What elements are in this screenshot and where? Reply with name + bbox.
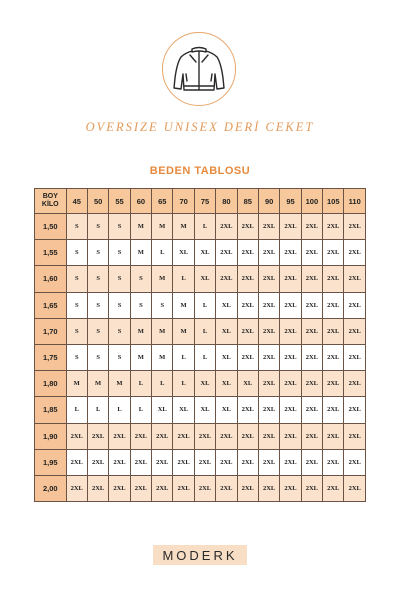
size-cell: 2XL [344, 397, 366, 423]
height-header: 2,00 [35, 475, 67, 501]
size-cell: S [130, 266, 151, 292]
size-cell: 2XL [344, 318, 366, 344]
size-cell: S [109, 344, 130, 370]
height-header: 1,75 [35, 344, 67, 370]
size-cell: M [66, 371, 87, 397]
weight-header: 100 [301, 189, 322, 214]
size-cell: 2XL [258, 240, 279, 266]
size-cell: 2XL [216, 475, 237, 501]
size-cell: 2XL [344, 344, 366, 370]
size-cell: 2XL [258, 292, 279, 318]
size-cell: 2XL [344, 266, 366, 292]
size-cell: 2XL [323, 266, 344, 292]
height-header: 1,90 [35, 423, 67, 449]
corner-header [35, 189, 67, 214]
size-cell: M [173, 318, 194, 344]
size-cell: 2XL [258, 371, 279, 397]
size-cell: XL [237, 371, 258, 397]
size-cell: XL [216, 344, 237, 370]
size-cell: S [87, 240, 108, 266]
table-row [35, 423, 366, 449]
size-cell: 2XL [323, 423, 344, 449]
size-cell: 2XL [258, 475, 279, 501]
size-cell: 2XL [280, 344, 301, 370]
size-cell: L [173, 344, 194, 370]
size-cell: 2XL [237, 475, 258, 501]
size-cell: 2XL [280, 266, 301, 292]
logo-circle [162, 32, 236, 106]
size-cell: 2XL [280, 240, 301, 266]
size-cell: 2XL [280, 475, 301, 501]
size-table-title: BEDEN TABLOSU [149, 165, 251, 177]
height-header: 1,55 [35, 240, 67, 266]
size-cell: 2XL [323, 449, 344, 475]
size-cell: M [152, 214, 173, 240]
height-header: 1,95 [35, 449, 67, 475]
size-cell: 2XL [216, 449, 237, 475]
size-cell: 2XL [323, 475, 344, 501]
size-cell: 2XL [87, 423, 108, 449]
size-cell: 2XL [323, 344, 344, 370]
size-cell: M [152, 318, 173, 344]
size-cell: 2XL [237, 397, 258, 423]
size-cell: 2XL [152, 449, 173, 475]
size-cell: S [87, 344, 108, 370]
size-cell: M [130, 344, 151, 370]
size-cell: 2XL [323, 397, 344, 423]
size-cell: L [109, 397, 130, 423]
size-cell: L [152, 240, 173, 266]
height-header: 1,65 [35, 292, 67, 318]
size-cell: 2XL [87, 475, 108, 501]
size-cell: 2XL [301, 423, 322, 449]
jacket-icon [170, 44, 228, 94]
size-cell: 2XL [237, 423, 258, 449]
height-header: 1,80 [35, 371, 67, 397]
size-cell: S [66, 214, 87, 240]
weight-header: 65 [152, 189, 173, 214]
size-cell: 2XL [323, 371, 344, 397]
size-cell: S [152, 292, 173, 318]
table-row [35, 344, 366, 370]
size-cell: XL [216, 292, 237, 318]
size-cell: 2XL [130, 475, 151, 501]
size-cell: 2XL [237, 344, 258, 370]
size-cell: 2XL [280, 449, 301, 475]
size-cell: S [66, 292, 87, 318]
size-cell: 2XL [258, 449, 279, 475]
weight-header: 105 [323, 189, 344, 214]
table-row [35, 475, 366, 501]
size-cell: M [173, 214, 194, 240]
weight-header: 50 [87, 189, 108, 214]
size-cell: S [87, 214, 108, 240]
weight-header: 95 [280, 189, 301, 214]
size-cell: 2XL [301, 475, 322, 501]
product-subtitle: OVERSIZE UNISEX DERİ CEKET [85, 120, 315, 134]
size-cell: 2XL [152, 423, 173, 449]
weight-header: 60 [130, 189, 151, 214]
size-cell: 2XL [173, 423, 194, 449]
height-header: 1,60 [35, 266, 67, 292]
size-cell: M [130, 240, 151, 266]
size-cell: 2XL [258, 344, 279, 370]
size-cell: 2XL [344, 292, 366, 318]
size-cell: L [152, 371, 173, 397]
size-cell: 2XL [237, 449, 258, 475]
size-cell: S [109, 214, 130, 240]
size-cell: XL [173, 397, 194, 423]
size-cell: 2XL [280, 397, 301, 423]
size-cell: 2XL [344, 475, 366, 501]
size-cell: L [173, 371, 194, 397]
size-cell: S [66, 318, 87, 344]
height-header: 1,85 [35, 397, 67, 423]
size-cell: 2XL [237, 214, 258, 240]
size-cell: XL [194, 266, 215, 292]
table-row [35, 449, 366, 475]
size-cell: 2XL [258, 266, 279, 292]
size-cell: 2XL [323, 214, 344, 240]
weight-header: 90 [258, 189, 279, 214]
size-cell: 2XL [66, 423, 87, 449]
weight-header: 75 [194, 189, 215, 214]
size-cell: L [194, 318, 215, 344]
weight-header: 55 [109, 189, 130, 214]
size-cell: 2XL [301, 240, 322, 266]
size-cell: 2XL [344, 240, 366, 266]
size-cell: M [152, 344, 173, 370]
size-cell: 2XL [194, 475, 215, 501]
height-header: 1,50 [35, 214, 67, 240]
size-cell: 2XL [323, 318, 344, 344]
size-cell: 2XL [323, 240, 344, 266]
size-cell: M [109, 371, 130, 397]
size-cell: M [130, 214, 151, 240]
weight-header: 85 [237, 189, 258, 214]
corner-label-height: BOY [42, 193, 58, 200]
size-cell: S [66, 240, 87, 266]
size-table [34, 188, 366, 502]
size-cell: 2XL [173, 475, 194, 501]
size-cell: 2XL [173, 449, 194, 475]
size-cell: 2XL [344, 449, 366, 475]
size-cell: 2XL [301, 449, 322, 475]
size-cell: 2XL [237, 240, 258, 266]
weight-header: 70 [173, 189, 194, 214]
size-cell: 2XL [130, 449, 151, 475]
size-cell: 2XL [258, 397, 279, 423]
size-cell: 2XL [258, 318, 279, 344]
table-row [35, 292, 366, 318]
size-cell: 2XL [344, 371, 366, 397]
table-row [35, 397, 366, 423]
size-cell: 2XL [194, 449, 215, 475]
size-cell: M [173, 292, 194, 318]
size-cell: 2XL [87, 449, 108, 475]
size-cell: 2XL [109, 449, 130, 475]
size-cell: 2XL [280, 292, 301, 318]
size-cell: S [66, 266, 87, 292]
size-cell: 2XL [237, 318, 258, 344]
size-cell: 2XL [301, 371, 322, 397]
size-cell: M [130, 318, 151, 344]
size-cell: 2XL [237, 266, 258, 292]
size-cell: 2XL [280, 423, 301, 449]
size-cell: S [109, 318, 130, 344]
size-cell: 2XL [280, 371, 301, 397]
size-cell: 2XL [194, 423, 215, 449]
size-cell: M [152, 266, 173, 292]
size-cell: L [194, 214, 215, 240]
size-cell: 2XL [258, 214, 279, 240]
table-row [35, 266, 366, 292]
size-cell: 2XL [216, 423, 237, 449]
size-cell: 2XL [323, 292, 344, 318]
size-cell: XL [216, 371, 237, 397]
table-row [35, 371, 366, 397]
size-cell: 2XL [301, 214, 322, 240]
size-cell: 2XL [109, 423, 130, 449]
size-cell: XL [194, 371, 215, 397]
size-cell: 2XL [301, 397, 322, 423]
size-cell: XL [216, 397, 237, 423]
table-row [35, 240, 366, 266]
size-cell: L [130, 371, 151, 397]
size-cell: 2XL [301, 344, 322, 370]
size-cell: 2XL [152, 475, 173, 501]
size-table-header-row [35, 189, 366, 214]
size-cell: 2XL [344, 423, 366, 449]
table-row [35, 318, 366, 344]
size-cell: 2XL [216, 214, 237, 240]
weight-header: 45 [66, 189, 87, 214]
size-cell: L [130, 397, 151, 423]
size-cell: 2XL [66, 475, 87, 501]
size-cell: XL [173, 240, 194, 266]
height-header: 1,70 [35, 318, 67, 344]
size-cell: M [87, 371, 108, 397]
size-cell: 2XL [258, 423, 279, 449]
size-cell: XL [152, 397, 173, 423]
size-cell: 2XL [301, 292, 322, 318]
size-cell: 2XL [216, 266, 237, 292]
table-row [35, 214, 366, 240]
corner-label-weight: KİLO [41, 201, 59, 208]
weight-header: 110 [344, 189, 366, 214]
size-cell: S [87, 266, 108, 292]
size-cell: 2XL [301, 318, 322, 344]
size-cell: 2XL [216, 240, 237, 266]
size-cell: S [66, 344, 87, 370]
size-cell: S [87, 292, 108, 318]
size-cell: L [87, 397, 108, 423]
size-cell: L [66, 397, 87, 423]
size-cell: 2XL [344, 214, 366, 240]
size-cell: S [109, 292, 130, 318]
size-cell: 2XL [109, 475, 130, 501]
size-cell: S [109, 240, 130, 266]
size-cell: XL [216, 318, 237, 344]
size-cell: 2XL [237, 292, 258, 318]
size-cell: 2XL [130, 423, 151, 449]
size-cell: 2XL [66, 449, 87, 475]
size-cell: S [130, 292, 151, 318]
size-cell: S [109, 266, 130, 292]
size-cell: XL [194, 240, 215, 266]
size-cell: L [194, 344, 215, 370]
size-cell: L [194, 292, 215, 318]
size-cell: 2XL [280, 318, 301, 344]
size-cell: XL [194, 397, 215, 423]
size-cell: 2XL [301, 266, 322, 292]
size-cell: L [173, 266, 194, 292]
size-cell: S [87, 318, 108, 344]
brand-logo: MODERK [153, 545, 247, 565]
weight-header: 80 [216, 189, 237, 214]
size-cell: 2XL [280, 214, 301, 240]
